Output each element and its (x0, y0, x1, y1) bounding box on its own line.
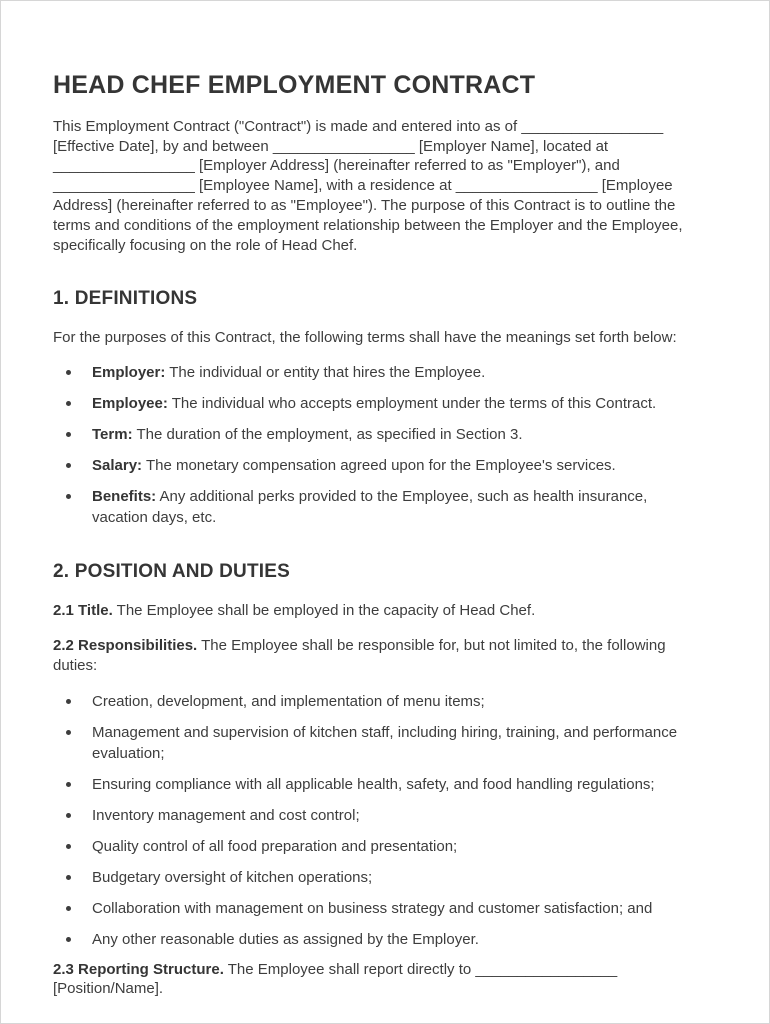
definition-text (92, 393, 656, 414)
definition-item (66, 362, 705, 383)
bullet-icon (66, 401, 71, 406)
definition-term: Term: (92, 426, 133, 444)
duty-text: Quality control of all food preparation and presentation; (92, 837, 458, 855)
definition-item (66, 486, 705, 528)
definitions-lead: For the purposes of this Contract, the following terms shall have the meanings set forth below: (53, 329, 677, 347)
section-heading-definitions: 1. DEFINITIONS (53, 288, 198, 310)
bullet-icon (66, 432, 71, 437)
definition-desc: The individual who accepts employment under the terms of this Contract. (167, 395, 657, 413)
definition-term: Employee: (92, 395, 168, 413)
definition-desc: The duration of the employment, as specified in Section 3. (132, 426, 523, 444)
bullet-icon (66, 782, 71, 787)
definition-item (66, 424, 705, 445)
duty-text: Ensuring compliance with all applicable health, safety, and food handling regulations; (92, 775, 655, 793)
definition-text (92, 455, 616, 476)
definition-desc: Any additional perks provided to the Employee, such as health insurance, vacation days, etc. (92, 488, 648, 527)
bullet-icon (66, 906, 71, 911)
clause-responsibilities (53, 636, 705, 676)
bullet-icon (66, 463, 71, 468)
duty-item (66, 774, 705, 795)
bullet-icon (66, 494, 71, 499)
definition-term: Employer: (92, 364, 166, 382)
definition-item (66, 393, 705, 414)
clause-title-label: 2.1 Title. (53, 602, 113, 620)
bullet-icon (66, 813, 71, 818)
definition-term: Salary: (92, 457, 143, 475)
duty-text: Collaboration with management on business strategy and customer satisfaction; and (92, 899, 653, 917)
duty-item (66, 722, 705, 764)
duty-text: Creation, development, and implementation of menu items; (92, 692, 485, 710)
clause-reporting-structure (53, 960, 705, 1000)
definition-term: Benefits: (92, 488, 157, 506)
clause-responsibilities-text: The Employee shall be responsible for, but not limited to, the following duties: (53, 636, 666, 674)
definition-text (92, 486, 705, 528)
section-heading-position-and-duties: 2. POSITION AND DUTIES (53, 561, 291, 583)
clause-title (53, 601, 705, 621)
definitions-list (53, 362, 705, 528)
intro-paragraph: This Employment Contract ("Contract") is made and entered into as of _________________ [Effective Date], by and between _________________ [Employer Name], located at _________________ [Employer Address] (hereinafter referred to as "Employer"), and _________________ [Employee Name], with a residence at _________________ [Employee Address] (hereinafter referred to as "Employee"). The purpose of this Contract is to outline the terms and conditions of the employment relationship between the Employer and the Employee, specifically focusing on the role of Head Chef. (53, 117, 683, 254)
definition-desc: The monetary compensation agreed upon for the Employee's services. (142, 457, 616, 475)
duty-item (66, 898, 705, 919)
duty-item (66, 836, 705, 857)
duty-item (66, 929, 705, 950)
bullet-icon (66, 699, 71, 704)
duty-item (66, 691, 705, 712)
duty-text: Management and supervision of kitchen staff, including hiring, training, and performance evaluation; (92, 723, 678, 762)
bullet-icon (66, 844, 71, 849)
duty-text: Inventory management and cost control; (92, 806, 360, 824)
duties-list (53, 691, 705, 950)
definition-item (66, 455, 705, 476)
duty-text: Any other reasonable duties as assigned by the Employer. (92, 930, 479, 948)
bullet-icon (66, 875, 71, 880)
definition-desc: The individual or entity that hires the Employee. (165, 364, 486, 382)
duty-item (66, 867, 705, 888)
clause-reporting-text: The Employee shall report directly to _________________ [Position/Name]. (53, 960, 618, 998)
bullet-icon (66, 730, 71, 735)
definition-text (92, 362, 485, 383)
clause-responsibilities-label: 2.2 Responsibilities. (53, 636, 198, 654)
duty-item (66, 805, 705, 826)
bullet-icon (66, 937, 71, 942)
document-title: HEAD CHEF EMPLOYMENT CONTRACT (53, 71, 536, 99)
bullet-icon (66, 370, 71, 375)
definition-text (92, 424, 523, 445)
duty-text: Budgetary oversight of kitchen operations; (92, 868, 373, 886)
clause-reporting-label: 2.3 Reporting Structure. (53, 960, 224, 978)
clause-title-text: The Employee shall be employed in the capacity of Head Chef. (112, 602, 536, 620)
